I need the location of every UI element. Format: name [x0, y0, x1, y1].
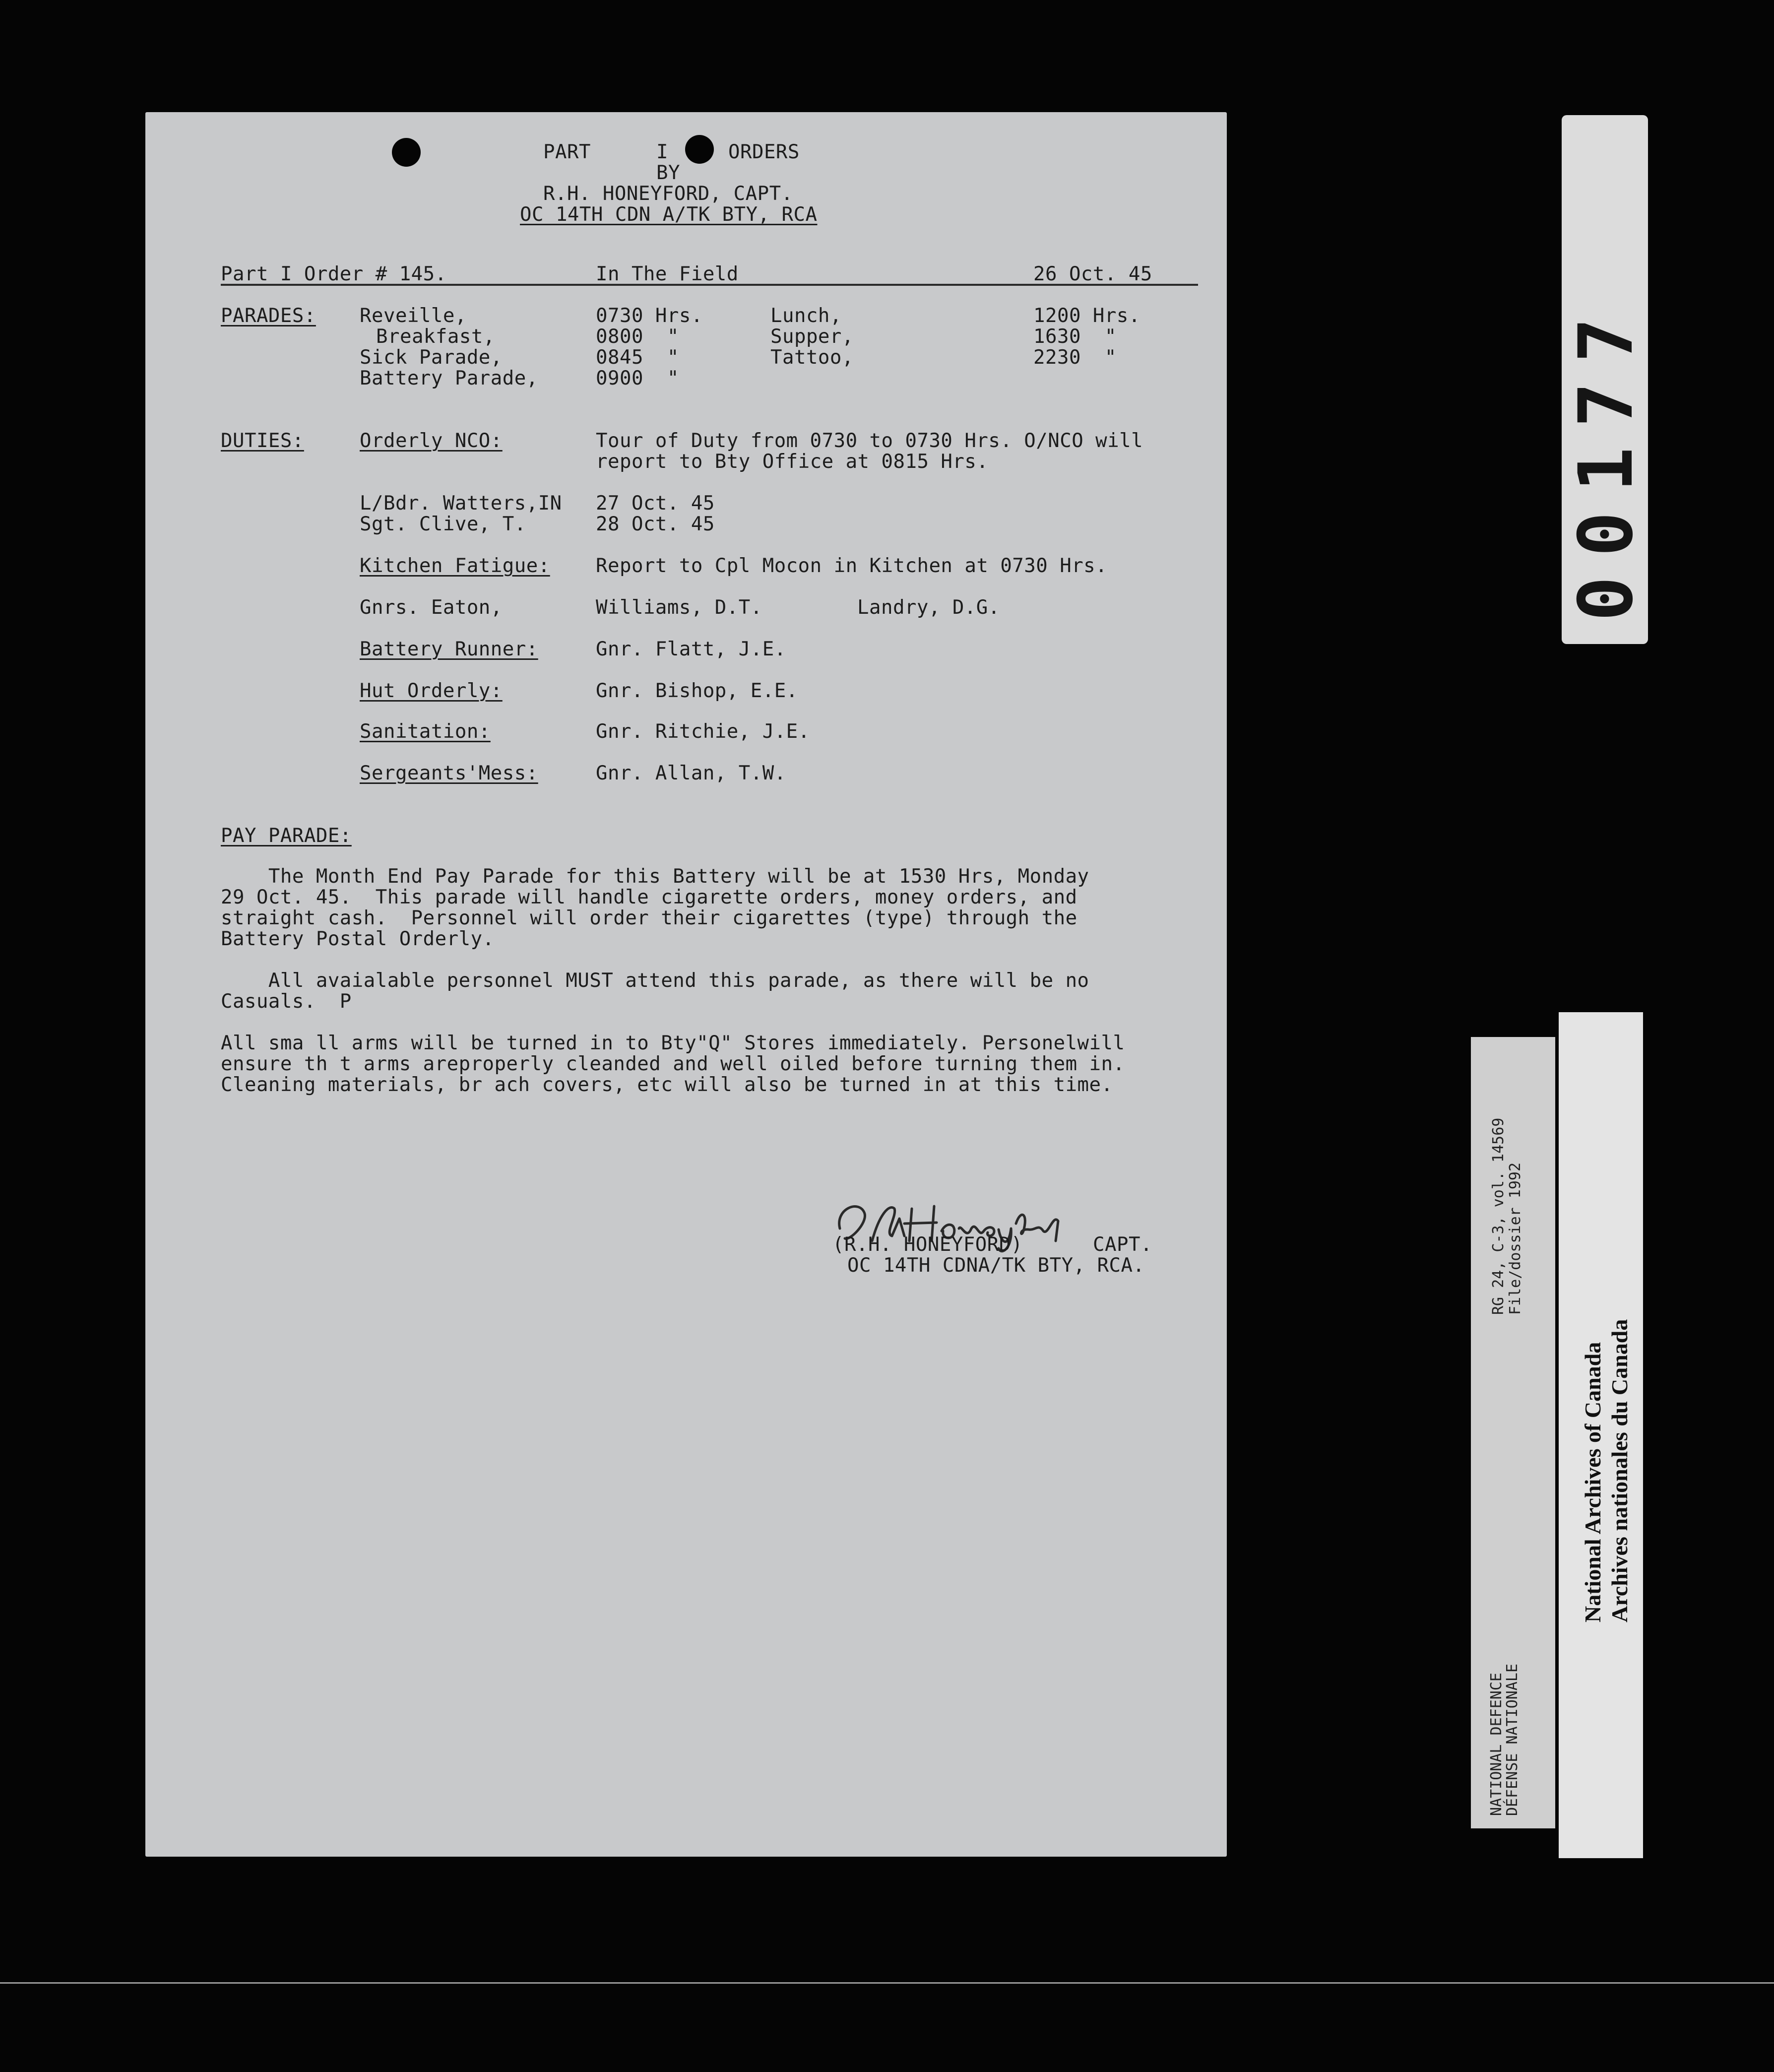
parade-time: 0845 " [596, 346, 679, 369]
order-location: In The Field [596, 263, 739, 285]
header-unit: OC 14TH CDN A/TK BTY, RCA [520, 203, 818, 226]
orderly-nco-text: Tour of Duty from 0730 to 0730 Hrs. O/NCO will [596, 430, 1143, 452]
parade-time: 2230 " [1033, 346, 1117, 369]
order-line-rule [221, 284, 1198, 286]
parade-name: Reveille, [360, 305, 467, 327]
defence-label-strip [1471, 1037, 1555, 1828]
roster-name: Sgt. Clive, T. [360, 513, 526, 535]
gunners-col1: Gnrs. Eaton, [360, 596, 503, 619]
archives-label-strip [1559, 1012, 1643, 1858]
sanitation-text: Gnr. Ritchie, J.E. [596, 720, 810, 743]
gunners-col3: Landry, D.G. [857, 596, 1000, 619]
duties-heading: DUTIES: [221, 430, 304, 452]
header-by: BY [656, 162, 680, 184]
defence-line2: DÉFENSE NATIONALE [1504, 1663, 1521, 1816]
header-orders: ORDERS [728, 141, 800, 163]
roster-date: 27 Oct. 45 [596, 492, 715, 515]
document-sheet [145, 112, 1227, 1857]
sergeants-mess-text: Gnr. Allan, T.W. [596, 762, 786, 784]
pay-parade-line: All sma ll arms will be turned in to Bty"Q" Stores immediately. Personelwill [221, 1032, 1125, 1054]
pay-parade-line: Cleaning materials, br ach covers, etc will also be turned in at this time. [221, 1074, 1113, 1096]
order-number: Part I Order # 145. [221, 263, 447, 285]
pay-parade-line: Casuals. P [221, 990, 352, 1013]
header-part: PART [543, 141, 591, 163]
parade-name: Battery Parade, [360, 367, 538, 389]
battery-runner-label: Battery Runner: [360, 638, 538, 660]
parade-name: Supper, [770, 325, 854, 348]
sanitation-label: Sanitation: [360, 720, 491, 743]
parade-time: 1200 Hrs. [1033, 305, 1140, 327]
header-issuer: R.H. HONEYFORD, CAPT. [543, 183, 793, 205]
parade-name: Breakfast, [376, 325, 495, 348]
roster-name: L/Bdr. Watters,IN [360, 492, 562, 515]
parade-time: 0730 Hrs. [596, 305, 703, 327]
pay-parade-line: All avaialable personnel MUST attend this parade, as there will be no [221, 970, 1089, 992]
defence-line1: NATIONAL DEFENCE [1488, 1673, 1505, 1816]
kitchen-fatigue-text: Report to Cpl Mocon in Kitchen at 0730 Hrs. [596, 555, 1108, 577]
orderly-nco-label: Orderly NCO: [360, 430, 503, 452]
archives-line1: National Archives of Canada [1580, 1342, 1605, 1622]
pay-parade-line: 29 Oct. 45. This parade will handle cigarette orders, money orders, and [221, 886, 1077, 908]
punch-hole-right [685, 135, 714, 164]
pay-parade-line: straight cash. Personnel will order their cigarettes (type) through the [221, 907, 1077, 929]
parade-time: 1630 " [1033, 325, 1117, 348]
pay-parade-heading: PAY PARADE: [221, 825, 352, 847]
pay-parade-line: Battery Postal Orderly. [221, 928, 495, 950]
sergeants-mess-label: Sergeants'Mess: [360, 762, 538, 784]
reference-line2: File/dossier 1992 [1507, 1162, 1524, 1315]
punch-hole-left [392, 138, 421, 167]
pay-parade-line: ensure th t arms areproperly cleanded and well oiled before turning them in. [221, 1053, 1125, 1075]
order-date: 26 Oct. 45 [1033, 263, 1152, 285]
signature-unit: OC 14TH CDNA/TK BTY, RCA. [847, 1254, 1145, 1277]
parade-name: Lunch, [770, 305, 842, 327]
archives-line2: Archives nationales du Canada [1607, 1319, 1632, 1622]
parade-name: Tattoo, [770, 346, 854, 369]
roster-date: 28 Oct. 45 [596, 513, 715, 535]
frame-number: 00177 [1563, 298, 1649, 621]
parade-name: Sick Parade, [360, 346, 503, 369]
parades-heading: PARADES: [221, 305, 316, 327]
signature-name: (R.H. HONEYFORD) [832, 1233, 1023, 1256]
battery-runner-text: Gnr. Flatt, J.E. [596, 638, 786, 660]
header-roman: I [656, 141, 668, 163]
parade-time: 0800 " [596, 325, 679, 348]
gunners-col2: Williams, D.T. [596, 596, 762, 619]
reference-line1: RG 24, C-3, vol. 14569 [1490, 1117, 1507, 1315]
kitchen-fatigue-label: Kitchen Fatigue: [360, 555, 550, 577]
parade-time: 0900 " [596, 367, 679, 389]
pay-parade-line: The Month End Pay Parade for this Battery will be at 1530 Hrs, Monday [221, 865, 1089, 888]
hut-orderly-label: Hut Orderly: [360, 680, 503, 702]
hut-orderly-text: Gnr. Bishop, E.E. [596, 680, 798, 702]
scan-bottom-line [0, 1982, 1774, 1984]
orderly-nco-text: report to Bty Office at 0815 Hrs. [596, 451, 989, 473]
signature-rank: CAPT. [1093, 1233, 1152, 1256]
frame-number-strip [1562, 115, 1648, 644]
